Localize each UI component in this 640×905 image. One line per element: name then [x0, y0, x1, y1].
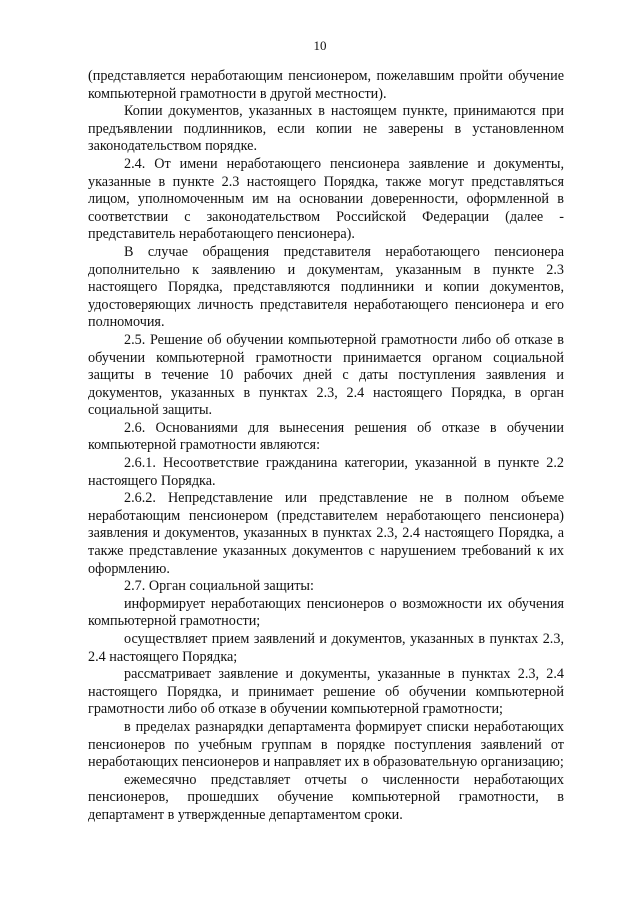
paragraph: 2.4. От имени неработающего пенсионера заявление и документы, указанные в пункте 2.3 настоящего Порядка, также могут представляться лицом, уполномоченным им на основании доверенности, оформленной в соответствии с законодательством Российской Федерации (далее - представитель неработающего пенсионера). [88, 155, 564, 243]
paragraph: В случае обращения представителя неработающего пенсионера дополнительно к заявлению и документам, указанным в пункте 2.3 настоящего Порядка, представляются подлинники и копии документов, удостоверяющих личность представителя неработающего пенсионера и его полномочия. [88, 243, 564, 331]
paragraph: Копии документов, указанных в настоящем пункте, принимаются при предъявлении подлинников, если копии не заверены в установленном законодательством порядке. [88, 103, 564, 155]
paragraph: ежемесячно представляет отчеты о численности неработающих пенсионеров, прошедших обучение компьютерной грамотности, в департамент в утвержденные департаментом сроки. [88, 771, 564, 823]
paragraph: (представляется неработающим пенсионером, пожелавшим пройти обучение компьютерной грамотности в другой местности). [88, 68, 564, 102]
paragraph: 2.6.2. Непредставление или представление не в полном объеме неработающим пенсионером (представителем неработающего пенсионера) заявления и документов, указанных в пунктах 2.3, 2.4 настоящего Порядка, а также представление указанных документов с нарушением требований к их оформлению. [88, 490, 564, 577]
paragraph: осуществляет прием заявлений и документов, указанных в пунктах 2.3, 2.4 настоящего Порядка; [88, 631, 564, 665]
paragraph: рассматривает заявление и документы, указанные в пунктах 2.3, 2.4 настоящего Порядка, и принимает решение об обучении компьютерной грамотности либо об отказе в обучении компьютерной грамотности; [88, 666, 564, 718]
paragraph: 2.6.1. Несоответствие гражданина категории, указанной в пункте 2.2 настоящего Порядка. [88, 455, 564, 489]
paragraph: 2.6. Основаниями для вынесения решения об отказе в обучении компьютерной грамотности являются: [88, 419, 564, 454]
paragraph: в пределах разнарядки департамента формирует списки неработающих пенсионеров по учебным группам в порядке поступления заявлений от неработающих пенсионеров и направляет их в образовательную организацию; [88, 718, 564, 771]
paragraph: информирует неработающих пенсионеров о возможности их обучения компьютерной грамотности; [88, 595, 564, 630]
paragraph: 2.5. Решение об обучении компьютерной грамотности либо об отказе в обучении компьютерной грамотности принимается органом социальной защиты в течение 10 рабочих дней с даты поступления заявления и документов, указанных в пунктах 2.3, 2.4 настоящего Порядка, в орган социальной защиты. [88, 331, 564, 419]
document-body [88, 68, 564, 825]
paragraph: 2.7. Орган социальной защиты: [124, 578, 314, 595]
page-number: 10 [313, 38, 327, 53]
